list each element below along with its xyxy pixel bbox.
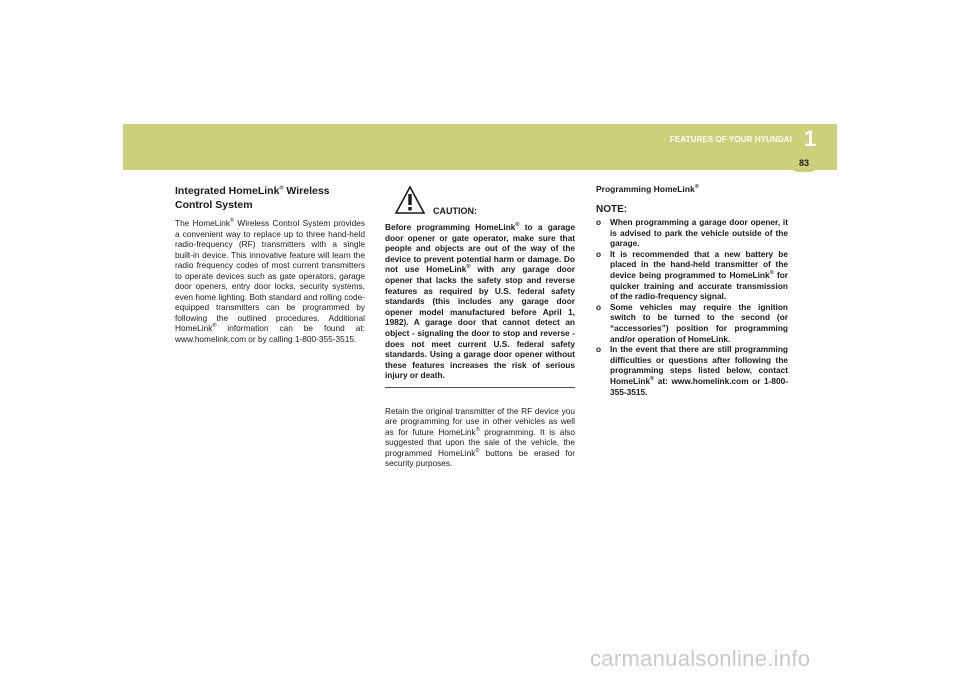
header-band	[123, 124, 837, 170]
intro-text: The HomeLink	[175, 218, 230, 228]
registered-mark: ®	[230, 218, 235, 225]
bullet-marker: o	[596, 301, 602, 312]
note-text: at: www.homelink.com or 1-800-355-3515.	[610, 375, 788, 397]
section-title-part: Integrated HomeLink	[175, 185, 280, 197]
section-title-part: Wireless Control System	[175, 185, 330, 211]
caution-text-part: Before programming HomeLink	[385, 222, 516, 232]
note-text: In the event that there are still programming difficulties or questions after following the programming steps listed below, contact HomeLink	[610, 344, 788, 386]
caution-text-part: with any garage door opener that lacks the safety stop and reverse features as required by U.S. federal safety standards (this includes any garage door opener model manufactured before April 1, 1982). A garage door that cannot detect an object - signaling the door to stop and reverse - does not meet current U.S. federal safety standards. Using a garage door opener without these features increases the risk of serious injury or death.	[385, 264, 575, 381]
note-list	[596, 217, 788, 397]
watermark: carmanualsonline.info	[590, 646, 811, 671]
retain-text: Retain the original transmitter of the RF device you are programming for use in other vehicles as well as for future HomeLink	[385, 405, 575, 437]
registered-mark: ®	[515, 222, 520, 229]
bullet-marker: o	[596, 217, 602, 227]
note-text: Some vehicles may require the ignition switch to be turned to the second (or “accessories”) position for programming and/or operation of HomeLink.	[610, 301, 788, 344]
list-item	[596, 249, 788, 302]
retain-text: buttons be erased for security purposes.	[385, 447, 575, 469]
column-homelink-intro	[175, 184, 365, 344]
list-item	[596, 302, 788, 344]
note-label: NOTE:	[596, 204, 628, 215]
registered-mark: ®	[475, 427, 480, 434]
section-title	[175, 184, 365, 212]
caution-label: CAUTION:	[433, 206, 477, 216]
caution-text-part: to a garage door opener or gate operator, make sure that people and objects are out of the way of the device to prevent potential harm or damage. Do not use HomeLink	[385, 222, 575, 275]
list-item	[596, 217, 788, 249]
retain-paragraph	[385, 406, 575, 469]
registered-mark: ®	[769, 270, 774, 277]
retain-text: programming. It is also suggested that upon the sale of the vehicle, the programmed HomeLink	[385, 426, 575, 458]
chapter-title: FEATURES OF YOUR HYUNDAI	[669, 135, 792, 144]
registered-mark: ®	[279, 185, 284, 192]
caution-header	[385, 186, 575, 222]
note-text: It is recommended that a new battery be placed in the hand-held transmitter of the device being programmed to HomeLink	[610, 248, 788, 280]
column-caution	[385, 186, 575, 469]
intro-text: Wireless Control System provides a convenient way to replace up to three hand-held radio-frequency (RF) transmitters with a single built-in device. This innovative feature will learn the radio frequency codes of most current transmitters to operate devices such as gate operators, garage door openers, entry door locks, security systems, even home lighting. Both standard and rolling code-equipped transmitters can be programmed by following the outlined procedures. Additional HomeLink	[175, 218, 365, 333]
caution-box	[385, 186, 575, 388]
intro-text: information can be found at: www.homelink.com or by calling 1-800-355-3515.	[175, 323, 365, 344]
note-text: When programming a garage door opener, it is advised to park the vehicle outside of the garage.	[610, 217, 788, 249]
warning-triangle-icon	[395, 186, 425, 214]
intro-paragraph	[175, 218, 365, 344]
note-text: for quicker training and accurate transmission of the radio-frequency signal.	[610, 269, 788, 302]
registered-mark: ®	[650, 376, 655, 383]
registered-mark: ®	[212, 323, 217, 330]
list-item	[596, 344, 788, 397]
bullet-marker: o	[596, 344, 602, 355]
caution-text	[385, 222, 575, 381]
page-number: 83	[798, 158, 809, 168]
registered-mark: ®	[466, 264, 471, 271]
column-programming	[596, 184, 788, 397]
registered-mark: ®	[694, 184, 699, 191]
programming-title-text: Programming HomeLink	[596, 184, 695, 194]
chapter-number: 1	[803, 126, 817, 151]
programming-title	[596, 184, 788, 194]
bullet-marker: o	[596, 248, 602, 259]
registered-mark: ®	[475, 448, 480, 455]
